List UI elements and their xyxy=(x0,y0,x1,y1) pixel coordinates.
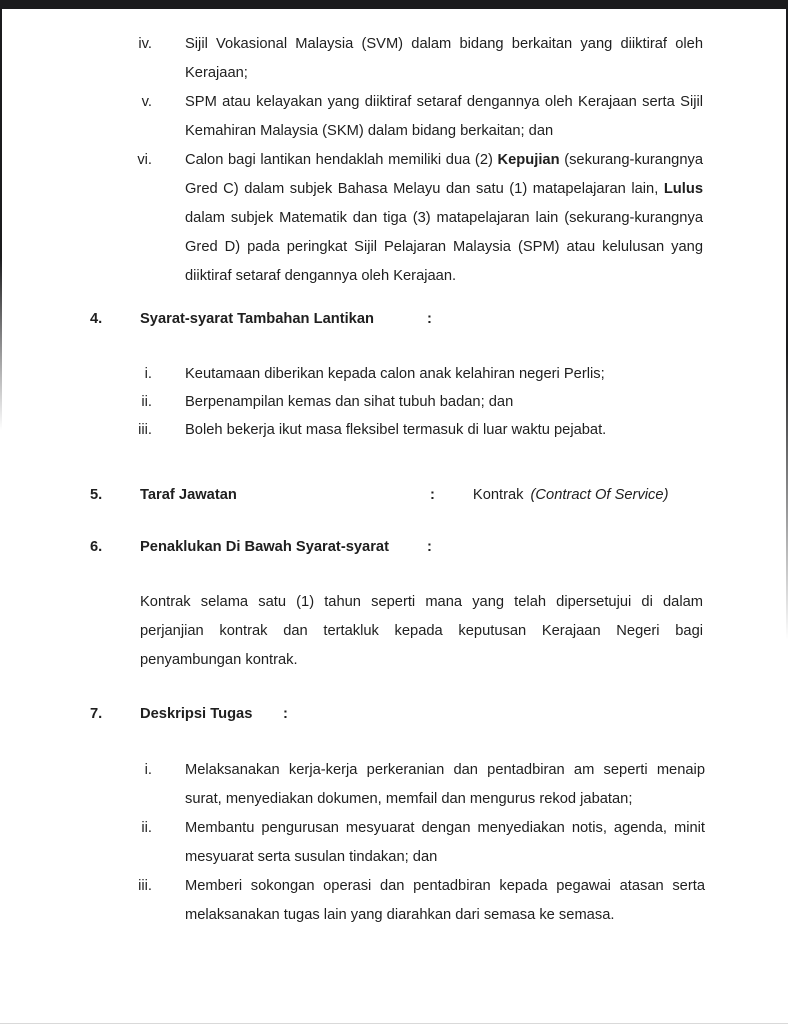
list-item-vi xyxy=(0,146,788,291)
list-item-text: Membantu pengurusan mesyuarat dengan menyediakan notis, agenda, minit mesyuarat serta susulan tindakan; dan xyxy=(185,820,705,865)
section-colon: : xyxy=(430,487,435,503)
list-item-text: SPM atau kelayakan yang diiktiraf setaraf dengannya oleh Kerajaan serta Sijil Kemahiran Malaysia (SKM) dalam bidang berkaitan; dan xyxy=(185,94,703,139)
list-marker: vi. xyxy=(137,152,152,168)
list-item-iii xyxy=(0,416,788,444)
list-item-iii xyxy=(0,872,788,930)
qualification-requirements-list xyxy=(0,30,788,291)
list-marker: v. xyxy=(141,94,152,110)
list-item-text: Berpenampilan kemas dan sihat tubuh badan; dan xyxy=(185,394,514,410)
list-item-text: Sijil Vokasional Malaysia (SVM) dalam bidang berkaitan yang diiktiraf oleh Kerajaan; xyxy=(185,36,703,81)
section-number: 4. xyxy=(90,311,103,327)
section-colon: : xyxy=(427,539,432,555)
list-marker: ii. xyxy=(141,394,152,410)
taraf-jawatan-value: Kontrak xyxy=(472,487,524,503)
section-title: Deskripsi Tugas xyxy=(140,706,253,722)
list-item-ii xyxy=(0,388,788,416)
list-item-text: Keutamaan diberikan kepada calon anak kelahiran negeri Perlis; xyxy=(185,366,605,382)
document-content xyxy=(0,30,788,930)
list-item-i xyxy=(0,360,788,388)
list-marker: ii. xyxy=(141,820,152,836)
list-item-v xyxy=(0,88,788,146)
list-marker: i. xyxy=(144,366,152,382)
section-number: 7. xyxy=(90,706,103,722)
section-title: Syarat-syarat Tambahan Lantikan xyxy=(140,311,374,327)
section-title: Penaklukan Di Bawah Syarat-syarat xyxy=(140,539,389,555)
deskripsi-tugas-list xyxy=(0,756,788,930)
section-heading-deskripsi-tugas xyxy=(0,700,788,729)
list-marker: iii. xyxy=(138,422,152,438)
list-item-ii xyxy=(0,814,788,872)
list-marker: i. xyxy=(144,762,152,778)
list-item-text: Melaksanakan kerja-kerja perkeranian dan pentadbiran am seperti menaip surat, menyediakan dokumen, memfail dan mengurus rekod jabatan; xyxy=(185,762,705,807)
syarat-tambahan-list xyxy=(0,360,788,444)
list-item-text: Calon bagi lantikan hendaklah memiliki dua (2) Kepujian (sekurang-kurangnya Gred C) dalam subjek Bahasa Melayu dan satu (1) matapelajaran lain, Lulus dalam subjek Matematik dan tiga (3) matapelajaran lain (sekurang-kurangnya Gred D) pada peringkat Sijil Pelajaran Malaysia (SPM) atau kelulusan yang diiktiraf setaraf dengannya oleh Kerajaan. xyxy=(185,152,703,284)
section-title: Taraf Jawatan xyxy=(140,487,237,503)
section-heading-penaklukan xyxy=(0,533,788,562)
section-colon: : xyxy=(427,311,432,327)
section-colon: : xyxy=(283,706,288,722)
list-item-text: Boleh bekerja ikut masa fleksibel termasuk di luar waktu pejabat. xyxy=(185,422,607,438)
list-marker: iii. xyxy=(138,878,152,894)
list-item-iv xyxy=(0,30,788,88)
section-heading-taraf-jawatan xyxy=(0,481,788,510)
scanner-edge-top xyxy=(0,0,788,9)
list-item-i xyxy=(0,756,788,814)
penaklukan-paragraph: Kontrak selama satu (1) tahun seperti mana yang telah dipersetujui di dalam perjanjian kontrak dan tertakluk kepada keputusan Kerajaan Negeri bagi penyambungan kontrak. xyxy=(140,594,703,668)
list-item-text: Memberi sokongan operasi dan pentadbiran kepada pegawai atasan serta melaksanakan tugas lain yang diarahkan dari semasa ke semasa. xyxy=(185,878,705,923)
section-heading-syarat-tambahan xyxy=(0,305,788,334)
section-number: 6. xyxy=(90,539,103,555)
section-number: 5. xyxy=(90,487,103,503)
taraf-jawatan-note: (Contract Of Service) xyxy=(530,487,669,503)
list-marker: iv. xyxy=(138,36,152,52)
